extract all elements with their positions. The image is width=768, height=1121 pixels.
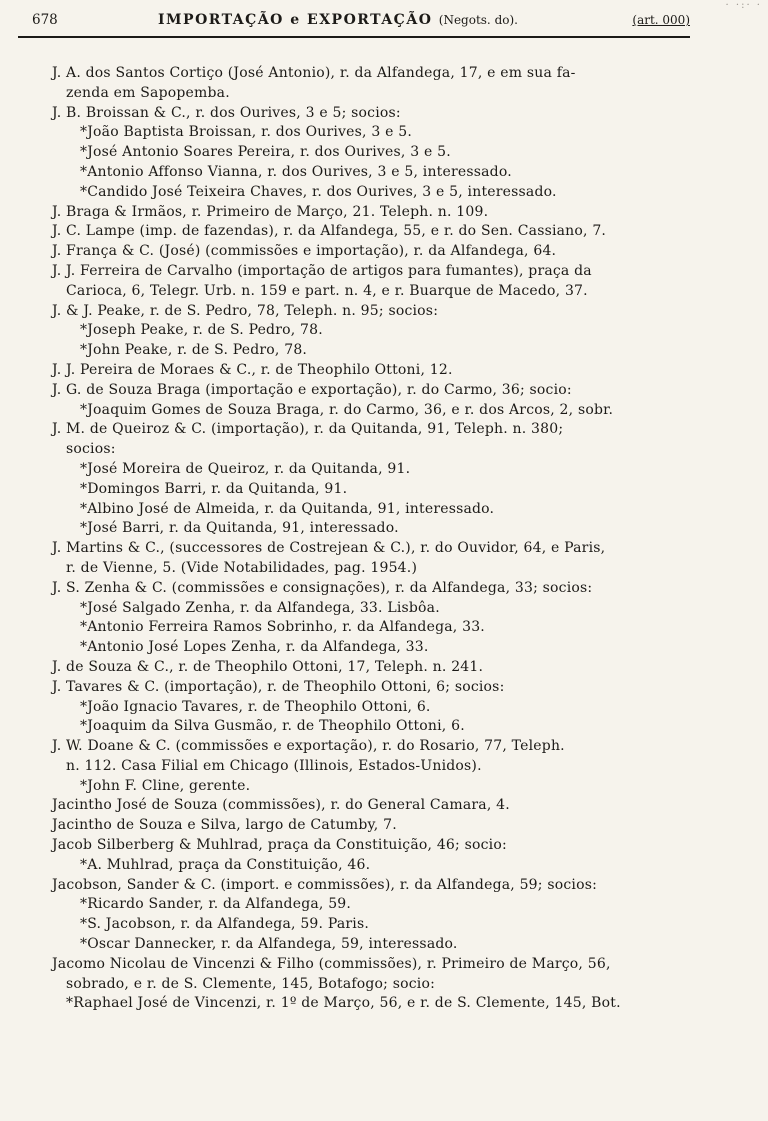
directory-entry-continuation: *Raphael José de Vincenzi, r. 1º de Março, 56, e r. de S. Clemente, 145, Bot. xyxy=(66,995,621,1012)
directory-entry-continuation: *Joaquim Gomes de Souza Braga, r. do Carmo, 36, e r. dos Arcos, 2, sobr. xyxy=(80,401,614,418)
directory-entry: J. de Souza & C., r. de Theophilo Ottoni, 17, Teleph. n. 241. xyxy=(52,658,484,675)
running-title xyxy=(158,12,518,28)
directory-entry-continuation: zenda em Sapopemba. xyxy=(66,84,230,101)
directory-entry-continuation: n. 112. Casa Filial em Chicago (Illinois, Estados-Unidos). xyxy=(66,757,482,774)
running-subtitle: (Negots. do). xyxy=(438,13,518,27)
directory-entry-continuation: *Joseph Peake, r. de S. Pedro, 78. xyxy=(80,322,323,339)
directory-entry: J. B. Broissan & C., r. dos Ourives, 3 e 5; socios: xyxy=(52,104,401,121)
directory-entry-continuation: socios: xyxy=(66,441,116,458)
directory-entry-continuation: *Oscar Dannecker, r. da Alfandega, 59, interessado. xyxy=(80,936,458,953)
directory-entry-continuation: *João Baptista Broissan, r. dos Ourives, 3 e 5. xyxy=(80,124,412,141)
directory-entry: J. M. de Queiroz & C. (importação), r. da Quitanda, 91, Teleph. n. 380; xyxy=(52,421,564,438)
directory-entry: J. W. Doane & C. (commissões e exportação), r. do Rosario, 77, Teleph. xyxy=(52,738,565,755)
directory-entry: J. & J. Peake, r. de S. Pedro, 78, Teleph. n. 95; socios: xyxy=(52,302,439,319)
directory-entry: J. França & C. (José) (commissões e importação), r. da Alfandega, 64. xyxy=(52,243,557,260)
directory-entry-continuation: *S. Jacobson, r. da Alfandega, 59. Paris. xyxy=(80,916,369,933)
directory-entry-continuation: *John Peake, r. de S. Pedro, 78. xyxy=(80,342,308,359)
directory-entry: J. Braga & Irmãos, r. Primeiro de Março, 21. Teleph. n. 109. xyxy=(52,203,489,220)
directory-entry-continuation: *José Moreira de Queiroz, r. da Quitanda, 91. xyxy=(80,460,411,477)
directory-entry-continuation: *Antonio Ferreira Ramos Sobrinho, r. da Alfandega, 33. xyxy=(80,619,485,636)
directory-entry-continuation: *João Ignacio Tavares, r. de Theophilo Ottoni, 6. xyxy=(80,698,431,715)
directory-entry-continuation: *Antonio Affonso Vianna, r. dos Ourives, 3 e 5, interessado. xyxy=(80,163,512,180)
directory-entry-continuation: *José Antonio Soares Pereira, r. dos Ourives, 3 e 5. xyxy=(80,144,451,161)
article-ref: (art. 000) xyxy=(632,13,690,27)
directory-entry-continuation: *Albino José de Almeida, r. da Quitanda, 91, interessado. xyxy=(80,500,495,517)
directory-entry-continuation: r. de Vienne, 5. (Vide Notabilidades, pag. 1954.) xyxy=(66,559,418,576)
directory-entry: J. J. Pereira de Moraes & C., r. de Theophilo Ottoni, 12. xyxy=(52,361,453,378)
directory-entry-continuation: *José Salgado Zenha, r. da Alfandega, 33. Lisbôa. xyxy=(80,599,440,616)
page-header xyxy=(18,4,690,38)
print-marks: · ·:· · xyxy=(725,0,762,11)
running-title-text: IMPORTAÇÃO e EXPORTAÇÃO xyxy=(158,12,433,28)
directory-entry-continuation: *José Barri, r. da Quitanda, 91, interessado. xyxy=(80,520,399,537)
directory-entry-continuation: *John F. Cline, gerente. xyxy=(80,777,251,794)
directory-entry-continuation: Carioca, 6, Telegr. Urb. n. 159 e part. n. 4, e r. Buarque de Macedo, 37. xyxy=(66,282,588,299)
directory-entry: J. A. dos Santos Cortiço (José Antonio), r. da Alfandega, 17, e em sua fa- xyxy=(52,65,576,81)
directory-entries xyxy=(52,64,702,1014)
directory-entry-continuation: *A. Muhlrad, praça da Constituição, 46. xyxy=(80,856,371,873)
page-number: 678 xyxy=(32,12,58,28)
directory-entry: Jacob Silberberg & Muhlrad, praça da Constituição, 46; socio: xyxy=(52,837,507,854)
directory-entry: J. C. Lampe (imp. de fazendas), r. da Alfandega, 55, e r. do Sen. Cassiano, 7. xyxy=(52,223,607,240)
directory-entry: Jacobson, Sander & C. (import. e commissões), r. da Alfandega, 59; socios: xyxy=(52,876,598,893)
directory-entry-continuation: sobrado, e r. de S. Clemente, 145, Botafogo; socio: xyxy=(66,975,436,992)
directory-entry: J. J. Ferreira de Carvalho (importação de artigos para fumantes), praça da xyxy=(52,262,592,279)
directory-entry: J. S. Zenha & C. (commissões e consignações), r. da Alfandega, 33; socios: xyxy=(52,579,593,596)
directory-entry: J. Martins & C., (successores de Costrejean & C.), r. do Ouvidor, 64, e Paris, xyxy=(52,540,606,557)
directory-entry: Jacintho de Souza e Silva, largo de Catumby, 7. xyxy=(52,817,397,834)
directory-entry-continuation: *Antonio José Lopes Zenha, r. da Alfandega, 33. xyxy=(80,639,429,656)
directory-entry-continuation: *Ricardo Sander, r. da Alfandega, 59. xyxy=(80,896,352,913)
directory-entry: Jacintho José de Souza (commissões), r. do General Camara, 4. xyxy=(52,797,510,814)
directory-entry: J. Tavares & C. (importação), r. de Theophilo Ottoni, 6; socios: xyxy=(52,678,505,695)
directory-entry: Jacomo Nicolau de Vincenzi & Filho (commissões), r. Primeiro de Março, 56, xyxy=(52,955,611,972)
directory-entry-continuation: *Joaquim da Silva Gusmão, r. de Theophilo Ottoni, 6. xyxy=(80,718,465,735)
directory-entry-continuation: *Candido José Teixeira Chaves, r. dos Ourives, 3 e 5, interessado. xyxy=(80,183,557,200)
directory-entry: J. G. de Souza Braga (importação e exportação), r. do Carmo, 36; socio: xyxy=(52,381,572,398)
directory-entry-continuation: *Domingos Barri, r. da Quitanda, 91. xyxy=(80,480,348,497)
